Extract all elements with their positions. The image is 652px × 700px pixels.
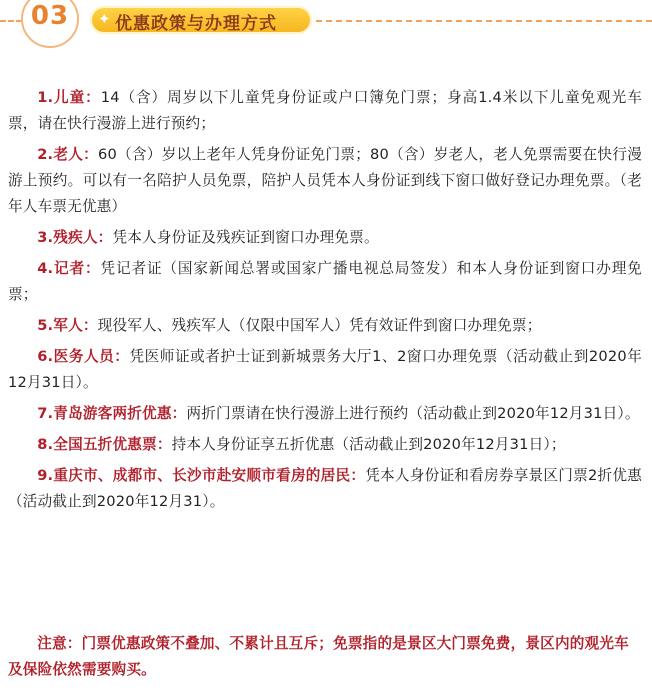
- policy-item-children: [8, 85, 642, 137]
- header-dashed-line-right: [316, 20, 652, 22]
- section-title: 优惠政策与办理方式: [115, 14, 277, 34]
- section-header: [0, 0, 652, 48]
- policy-label: 7.青岛游客两折优惠：: [37, 405, 187, 422]
- policy-label: 2.老人：: [37, 146, 99, 163]
- policy-label: 8.全国五折优惠票：: [37, 436, 172, 453]
- star-icon: ✦: [98, 10, 111, 28]
- policy-item-journalist: [8, 256, 642, 308]
- policy-text: 凭医师证或者护士证到新城票务大厅1、2窗口办理免票（活动截止到2020年12月31日）。: [8, 348, 642, 391]
- section-number: 03: [30, 1, 70, 31]
- policy-item-house-viewers: [8, 463, 642, 515]
- policy-label: 4.记者：: [37, 260, 101, 277]
- policy-label: 3.残疾人：: [37, 229, 113, 246]
- section-title-banner: [90, 6, 312, 34]
- policy-label: 6.医务人员：: [37, 348, 130, 365]
- policy-text: 凭记者证（国家新闻总署或国家广播电视总局签发）和本人身份证到窗口办理免票；: [8, 260, 642, 303]
- header-dashed-line-left: [0, 20, 22, 22]
- policy-text: 持本人身份证享五折优惠（活动截止到2020年12月31日）；: [171, 436, 566, 453]
- policy-item-national-half: [8, 432, 642, 458]
- policy-item-elderly: [8, 142, 642, 220]
- policy-list: [8, 85, 642, 520]
- policy-item-qingdao: [8, 401, 642, 427]
- policy-item-disabled: [8, 225, 642, 251]
- policy-item-military: [8, 313, 642, 339]
- policy-text: 两折门票请在快行漫游上进行预约（活动截止到2020年12月31日）。: [186, 405, 640, 422]
- section-number-badge: [21, 0, 79, 48]
- policy-note: 注意：门票优惠政策不叠加、不累计且互斥；免票指的是景区大门票免费，景区内的观光车及保险依然需要购买。: [8, 635, 629, 678]
- policy-text: 凭本人身份证及残疾证到窗口办理免票。: [112, 229, 379, 246]
- policy-text: 凭本人身份证和看房券享景区门票2折优惠（活动截止到2020年12月31）。: [8, 467, 642, 510]
- policy-label: 9.重庆市、成都市、长沙市赴安顺市看房的居民：: [37, 467, 366, 484]
- policy-text: 14（含）周岁以下儿童凭身份证或户口簿免门票；身高1.4米以下儿童免观光车票，请在快行漫游上进行预约；: [8, 89, 642, 132]
- policy-text: 现役军人、残疾军人（仅限中国军人）凭有效证件到窗口办理免票；: [97, 317, 542, 334]
- policy-label: 1.儿童：: [37, 89, 101, 106]
- policy-text: 60（含）岁以上老年人凭身份证免门票；80（含）岁老人，老人免票需要在快行漫游上预约。可以有一名陪护人员免票，陪护人员凭本人身份证到线下窗口做好登记办理免票。（老年人车票无优惠）: [8, 146, 642, 215]
- policy-label: 5.军人：: [37, 317, 98, 334]
- policy-item-medical: [8, 344, 642, 396]
